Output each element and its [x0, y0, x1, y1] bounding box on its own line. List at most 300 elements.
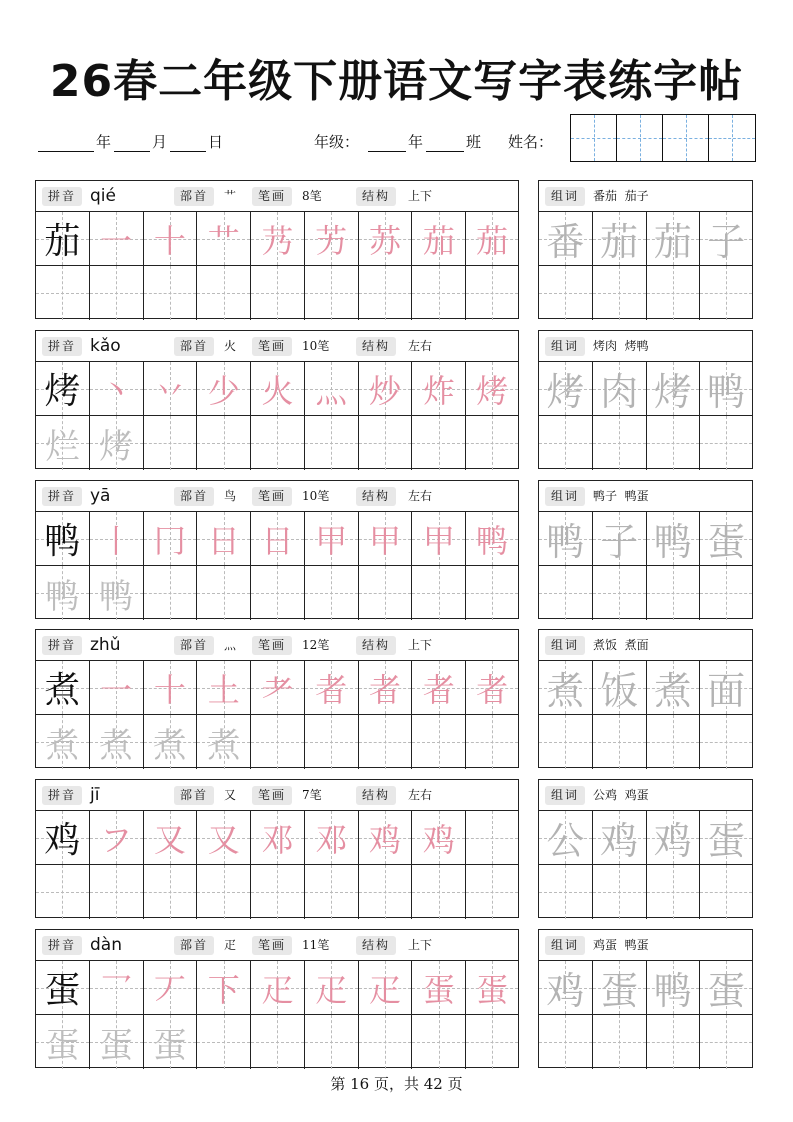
pinyin-value: qié	[90, 186, 116, 206]
word-character[interactable]	[647, 512, 701, 566]
stroke-step[interactable]	[412, 661, 466, 715]
word-cell[interactable]	[593, 1015, 647, 1069]
stroke-step[interactable]	[466, 212, 518, 266]
stroke-step[interactable]	[144, 811, 198, 865]
class-label: 班	[466, 133, 482, 151]
trace-character[interactable]	[144, 1015, 198, 1069]
stroke-step-text: 者	[476, 670, 509, 709]
practice-grid	[36, 512, 518, 618]
word-character[interactable]	[539, 362, 593, 416]
practice-cell[interactable]	[466, 865, 518, 919]
word-grid	[539, 961, 752, 1067]
stroke-step[interactable]	[144, 661, 198, 715]
stroke-step[interactable]	[466, 512, 518, 566]
practice-cell[interactable]	[359, 865, 413, 919]
char-header	[36, 331, 518, 362]
word-cell[interactable]	[539, 715, 593, 769]
word-character[interactable]	[539, 961, 593, 1015]
stroke-step[interactable]	[90, 362, 144, 416]
model-character[interactable]	[36, 961, 90, 1015]
words-value: 鸡蛋 鸭蛋	[593, 938, 649, 952]
word-grid	[539, 661, 752, 767]
trace-character[interactable]	[36, 1015, 90, 1069]
stroke-step[interactable]	[359, 512, 413, 566]
word-character[interactable]	[647, 961, 701, 1015]
word-cell[interactable]	[593, 566, 647, 620]
word-cell[interactable]	[647, 566, 701, 620]
words-tag: 组词	[545, 636, 585, 655]
name-cell[interactable]	[709, 115, 755, 161]
stroke-step-text: 耂	[261, 670, 294, 709]
word-cell[interactable]	[593, 715, 647, 769]
stroke-step-text: 丶	[100, 371, 133, 410]
practice-cell[interactable]	[466, 266, 518, 320]
word-character-text: 蛋	[707, 520, 746, 564]
stroke-step[interactable]	[359, 661, 413, 715]
word-character[interactable]	[593, 811, 647, 865]
char-header	[36, 181, 518, 212]
word-cell[interactable]	[700, 266, 752, 320]
stroke-step-text: 又	[153, 820, 186, 859]
name-grid[interactable]	[570, 114, 756, 162]
model-character[interactable]	[36, 661, 90, 715]
word-character-text: 鸭	[707, 370, 746, 414]
model-character[interactable]	[36, 811, 90, 865]
structure-value: 左右	[408, 788, 433, 802]
stroke-step[interactable]	[359, 362, 413, 416]
word-character-text: 鸡	[546, 969, 585, 1013]
stroke-step-text: 邓	[315, 820, 348, 859]
words-value: 公鸡 鸡蛋	[593, 788, 649, 802]
word-character[interactable]	[647, 362, 701, 416]
word-cell[interactable]	[539, 416, 593, 470]
word-cell[interactable]	[539, 266, 593, 320]
stroke-step[interactable]	[251, 811, 305, 865]
stroke-step-text: 疋	[369, 970, 402, 1009]
practice-cell[interactable]	[359, 1015, 413, 1069]
stroke-step-text: 者	[369, 670, 402, 709]
stroke-step-text: 十	[153, 221, 186, 260]
word-character[interactable]	[647, 212, 701, 266]
char-block-3	[35, 480, 519, 619]
word-cell[interactable]	[700, 566, 752, 620]
word-character[interactable]	[593, 212, 647, 266]
stroke-step[interactable]	[305, 661, 359, 715]
word-character[interactable]	[593, 512, 647, 566]
stroke-step[interactable]	[144, 512, 198, 566]
word-character[interactable]	[647, 811, 701, 865]
strokes-value: 11笔	[302, 938, 330, 952]
word-character-text: 番	[546, 220, 585, 264]
word-character[interactable]	[593, 661, 647, 715]
word-cell[interactable]	[539, 566, 593, 620]
model-character-text: 茄	[44, 221, 81, 262]
word-block-5	[538, 779, 753, 918]
trace-character[interactable]	[90, 566, 144, 620]
stroke-step[interactable]	[251, 362, 305, 416]
practice-grid	[36, 212, 518, 318]
structure-value: 左右	[408, 489, 433, 503]
grade-blank[interactable]	[368, 132, 406, 152]
practice-cell[interactable]	[412, 566, 466, 620]
word-cell[interactable]	[647, 715, 701, 769]
stroke-step[interactable]	[466, 961, 518, 1015]
word-header	[539, 780, 752, 811]
stroke-step-text: 蛋	[422, 970, 455, 1009]
radical-tag: 部首	[174, 187, 214, 206]
stroke-step-text: 甲	[315, 521, 348, 560]
stroke-step[interactable]	[144, 362, 198, 416]
trace-character[interactable]	[36, 715, 90, 769]
word-header	[539, 630, 752, 661]
word-character-text: 烤	[653, 370, 692, 414]
char-header	[36, 630, 518, 661]
strokes-tag: 笔画	[252, 337, 292, 356]
word-character-text: 蛋	[600, 969, 639, 1013]
stroke-step[interactable]	[359, 961, 413, 1015]
words-tag: 组词	[545, 187, 585, 206]
stroke-step-text: 疋	[315, 970, 348, 1009]
stroke-step[interactable]	[197, 512, 251, 566]
word-character-text: 鸡	[653, 819, 692, 863]
words-tag: 组词	[545, 487, 585, 506]
stroke-step-text: 鸡	[369, 820, 402, 859]
strokes-value: 10笔	[302, 489, 330, 503]
trace-character-text: 煮	[206, 725, 241, 766]
stroke-step[interactable]	[251, 961, 305, 1015]
stroke-step-text: 土	[207, 670, 240, 709]
practice-cell[interactable]	[305, 566, 359, 620]
trace-character[interactable]	[90, 715, 144, 769]
practice-cell[interactable]	[412, 266, 466, 320]
stroke-step-text: 少	[207, 371, 240, 410]
word-cell[interactable]	[539, 865, 593, 919]
strokes-value: 7笔	[302, 788, 322, 802]
pinyin-value: zhǔ	[90, 635, 121, 655]
stroke-step[interactable]	[197, 961, 251, 1015]
trace-character-text: 鸭	[45, 576, 80, 617]
stroke-step-text: 丆	[153, 970, 186, 1009]
stroke-step[interactable]	[90, 661, 144, 715]
trace-character-text: 蛋	[99, 1025, 134, 1066]
word-character[interactable]	[700, 661, 752, 715]
stroke-step-text: 炒	[369, 371, 402, 410]
trace-character-text: 煮	[152, 725, 187, 766]
word-character-text: 煮	[653, 669, 692, 713]
structure-tag: 结构	[356, 487, 396, 506]
word-character[interactable]	[593, 961, 647, 1015]
structure-value: 上下	[408, 638, 433, 652]
structure-tag: 结构	[356, 936, 396, 955]
stroke-step-text: 者	[422, 670, 455, 709]
word-character-text: 煮	[546, 669, 585, 713]
words-value: 烤肉 烤鸭	[593, 339, 649, 353]
pinyin-value: kǎo	[90, 336, 121, 356]
strokes-tag: 笔画	[252, 786, 292, 805]
char-block-1	[35, 180, 519, 319]
trace-character-text: 煮	[45, 725, 80, 766]
practice-cell[interactable]	[197, 566, 251, 620]
grade-year-label: 年	[408, 133, 424, 151]
radical-tag: 部首	[174, 786, 214, 805]
page-title: 26春二年级下册语文写字表练字帖	[49, 56, 744, 107]
stroke-step[interactable]	[251, 661, 305, 715]
trace-character-text: 煮	[99, 725, 134, 766]
word-character[interactable]	[700, 961, 752, 1015]
practice-cell[interactable]	[251, 1015, 305, 1069]
stroke-step-text: 茄	[476, 221, 509, 260]
pinyin-tag: 拼音	[42, 636, 82, 655]
stroke-step-text: 一	[100, 670, 133, 709]
stroke-step[interactable]	[466, 661, 518, 715]
trace-character[interactable]	[36, 566, 90, 620]
word-block-6	[538, 929, 753, 1068]
word-cell[interactable]	[700, 1015, 752, 1069]
practice-cell[interactable]	[466, 416, 518, 470]
word-character-text: 鸡	[600, 819, 639, 863]
word-cell[interactable]	[700, 865, 752, 919]
words-value: 番茄 茄子	[593, 189, 649, 203]
word-character[interactable]	[593, 362, 647, 416]
practice-cell[interactable]	[251, 715, 305, 769]
page-footer: 第 16 页，共 42 页	[330, 1075, 463, 1093]
pinyin-tag: 拼音	[42, 936, 82, 955]
trace-character[interactable]	[144, 715, 198, 769]
word-character-text: 鸭	[653, 969, 692, 1013]
trace-character-text: 鸭	[99, 576, 134, 617]
word-character[interactable]	[700, 512, 752, 566]
structure-tag: 结构	[356, 337, 396, 356]
practice-cell[interactable]	[251, 865, 305, 919]
words-value: 鸭子 鸭蛋	[593, 489, 649, 503]
word-character-text: 鸭	[653, 520, 692, 564]
structure-tag: 结构	[356, 636, 396, 655]
radical-value: 艹	[224, 189, 237, 203]
structure-value: 上下	[408, 189, 433, 203]
day-blank[interactable]	[170, 132, 206, 152]
practice-cell[interactable]	[144, 865, 198, 919]
word-cell[interactable]	[647, 416, 701, 470]
stroke-step[interactable]	[197, 212, 251, 266]
stroke-step[interactable]	[90, 811, 144, 865]
stroke-step-text: 下	[207, 970, 240, 1009]
word-header	[539, 331, 752, 362]
stroke-step[interactable]	[251, 212, 305, 266]
practice-cell[interactable]	[197, 865, 251, 919]
stroke-step[interactable]	[305, 512, 359, 566]
model-character[interactable]	[36, 512, 90, 566]
practice-cell[interactable]	[36, 865, 90, 919]
words-tag: 组词	[545, 786, 585, 805]
stroke-step-text: 疋	[261, 970, 294, 1009]
word-block-2	[538, 330, 753, 469]
practice-grid	[36, 661, 518, 767]
word-character[interactable]	[539, 512, 593, 566]
practice-cell[interactable]	[251, 266, 305, 320]
stroke-step-text: 者	[315, 670, 348, 709]
word-character-text: 茄	[653, 220, 692, 264]
practice-cell[interactable]	[412, 416, 466, 470]
stroke-step[interactable]	[412, 811, 466, 865]
stroke-step[interactable]	[90, 961, 144, 1015]
year-blank[interactable]	[38, 132, 94, 152]
stroke-step[interactable]	[197, 811, 251, 865]
practice-cell[interactable]	[144, 416, 198, 470]
word-header	[539, 930, 752, 961]
model-character[interactable]	[36, 362, 90, 416]
class-blank[interactable]	[426, 132, 464, 152]
char-header	[36, 481, 518, 512]
practice-cell[interactable]	[251, 416, 305, 470]
trace-character[interactable]	[90, 1015, 144, 1069]
practice-cell[interactable]	[305, 266, 359, 320]
stroke-step[interactable]	[305, 362, 359, 416]
practice-cell[interactable]	[359, 566, 413, 620]
year-label: 年	[96, 133, 112, 151]
structure-value: 左右	[408, 339, 433, 353]
stroke-step[interactable]	[144, 961, 198, 1015]
stroke-step[interactable]	[359, 811, 413, 865]
practice-cell[interactable]	[305, 416, 359, 470]
word-grid	[539, 512, 752, 618]
words-value: 煮饭 煮面	[593, 638, 649, 652]
name-label: 姓名：	[508, 133, 554, 151]
stroke-step[interactable]	[251, 512, 305, 566]
practice-cell[interactable]	[359, 416, 413, 470]
trace-character[interactable]	[36, 416, 90, 470]
practice-cell[interactable]	[466, 566, 518, 620]
word-cell[interactable]	[593, 266, 647, 320]
stroke-step-text: 一	[100, 221, 133, 260]
practice-cell[interactable]	[197, 266, 251, 320]
radical-tag: 部首	[174, 636, 214, 655]
practice-grid	[36, 961, 518, 1067]
structure-value: 上下	[408, 938, 433, 952]
practice-cell[interactable]	[197, 416, 251, 470]
practice-cell[interactable]	[359, 715, 413, 769]
practice-cell[interactable]	[251, 566, 305, 620]
word-character[interactable]	[700, 212, 752, 266]
practice-cell[interactable]	[412, 715, 466, 769]
stroke-step-text: 日	[261, 521, 294, 560]
stroke-step-text: フ	[100, 820, 133, 859]
practice-cell[interactable]	[144, 566, 198, 620]
practice-cell[interactable]	[305, 865, 359, 919]
word-character-text: 茄	[600, 220, 639, 264]
word-character[interactable]	[647, 661, 701, 715]
stroke-step[interactable]	[197, 362, 251, 416]
words-tag: 组词	[545, 337, 585, 356]
practice-cell[interactable]	[36, 266, 90, 320]
word-character[interactable]	[539, 661, 593, 715]
strokes-tag: 笔画	[252, 636, 292, 655]
word-grid	[539, 212, 752, 318]
practice-cell[interactable]	[466, 1015, 518, 1069]
name-cell[interactable]	[663, 115, 709, 161]
word-character[interactable]	[539, 212, 593, 266]
word-character[interactable]	[700, 362, 752, 416]
stroke-step[interactable]	[466, 362, 518, 416]
stroke-step[interactable]	[197, 661, 251, 715]
month-blank[interactable]	[114, 132, 150, 152]
stroke-step-text: 乛	[100, 970, 133, 1009]
stroke-step[interactable]	[305, 961, 359, 1015]
word-character[interactable]	[539, 811, 593, 865]
stroke-step[interactable]	[305, 811, 359, 865]
stroke-step-text: 鸡	[422, 820, 455, 859]
practice-grid	[36, 362, 518, 468]
radical-tag: 部首	[174, 337, 214, 356]
practice-cell[interactable]	[197, 1015, 251, 1069]
practice-cell[interactable]	[144, 266, 198, 320]
stroke-step[interactable]	[359, 212, 413, 266]
practice-cell[interactable]	[412, 865, 466, 919]
name-cell[interactable]	[617, 115, 663, 161]
practice-cell[interactable]	[359, 266, 413, 320]
trace-character[interactable]	[197, 715, 251, 769]
model-character[interactable]	[36, 212, 90, 266]
char-block-5	[35, 779, 519, 918]
model-character-text: 鸭	[44, 521, 81, 562]
word-cell[interactable]	[539, 1015, 593, 1069]
radical-value: 又	[224, 788, 237, 802]
practice-cell[interactable]	[90, 266, 144, 320]
stroke-step-text: 十	[153, 670, 186, 709]
trace-character[interactable]	[90, 416, 144, 470]
word-cell[interactable]	[593, 865, 647, 919]
stroke-step-text: 丨	[100, 521, 133, 560]
stroke-step-text: 日	[207, 521, 240, 560]
word-cell[interactable]	[647, 1015, 701, 1069]
stroke-step[interactable]	[90, 512, 144, 566]
word-character-text: 肉	[600, 370, 639, 414]
char-block-6	[35, 929, 519, 1068]
word-character[interactable]	[700, 811, 752, 865]
pinyin-tag: 拼音	[42, 337, 82, 356]
pinyin-tag: 拼音	[42, 487, 82, 506]
pinyin-tag: 拼音	[42, 786, 82, 805]
name-cell[interactable]	[571, 115, 617, 161]
word-character-text: 蛋	[707, 819, 746, 863]
practice-cell[interactable]	[305, 1015, 359, 1069]
word-cell[interactable]	[647, 865, 701, 919]
stroke-step[interactable]	[90, 212, 144, 266]
stroke-step[interactable]	[412, 212, 466, 266]
practice-cell[interactable]	[412, 1015, 466, 1069]
strokes-value: 12笔	[302, 638, 330, 652]
practice-cell[interactable]	[305, 715, 359, 769]
word-cell[interactable]	[593, 416, 647, 470]
stroke-step[interactable]	[412, 512, 466, 566]
radical-value: 火	[224, 339, 237, 353]
stroke-step-text: 蛋	[476, 970, 509, 1009]
practice-cell[interactable]	[466, 715, 518, 769]
practice-cell[interactable]	[466, 811, 518, 865]
structure-tag: 结构	[356, 786, 396, 805]
word-block-4	[538, 629, 753, 768]
word-grid	[539, 811, 752, 917]
stroke-step[interactable]	[305, 212, 359, 266]
stroke-step[interactable]	[144, 212, 198, 266]
word-cell[interactable]	[700, 715, 752, 769]
word-block-1	[538, 180, 753, 319]
word-cell[interactable]	[647, 266, 701, 320]
practice-cell[interactable]	[90, 865, 144, 919]
word-cell[interactable]	[700, 416, 752, 470]
stroke-step[interactable]	[412, 961, 466, 1015]
word-character-text: 子	[707, 220, 746, 264]
stroke-step[interactable]	[412, 362, 466, 416]
